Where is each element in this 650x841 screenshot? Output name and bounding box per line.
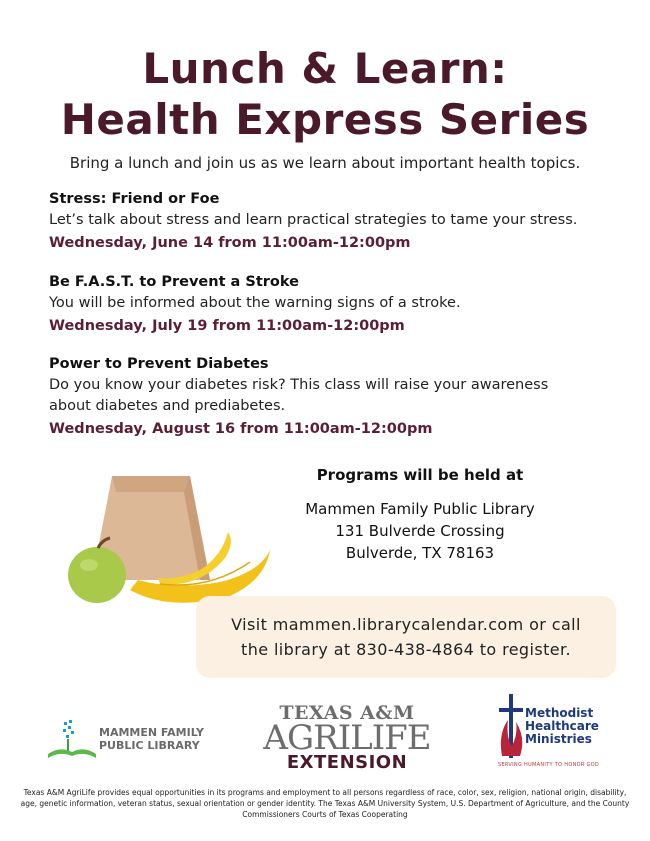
venue-name: Mammen Family Public Library	[305, 500, 535, 518]
methodist-logo-line-1: Methodist	[525, 706, 594, 720]
book-tree-icon	[46, 718, 98, 760]
session-date: Wednesday, August 16 from 11:00am-12:00pm	[49, 421, 433, 437]
mammen-logo-line-2: PUBLIC LIBRARY	[99, 739, 200, 752]
session-stress	[49, 189, 619, 255]
venue-street: 131 Bulverde Crossing	[335, 522, 505, 540]
methodist-tagline: SERVING HUMANITY TO HONOR GOD	[498, 762, 600, 768]
venue-heading: Programs will be held at	[316, 466, 524, 484]
session-heading: Power to Prevent Diabetes	[49, 356, 269, 372]
session-stroke	[49, 272, 619, 338]
session-heading: Be F.A.S.T. to Prevent a Stroke	[49, 274, 299, 290]
title-line-2: Health Express Series	[60, 95, 590, 144]
footer-disclaimer: Texas A&M AgriLife provides equal opportunities in its programs and employment to all persons regardless of race, color, sex, religion, national origin, disability, age, genetic information, veteran status, sexual orientation or gender identity. The Texas A&M University System, U.S. Department of Agriculture, and the County Commissioners Courts of Texas Cooperating	[20, 788, 630, 819]
session-description-cont: about diabetes and prediabetes.	[49, 398, 286, 414]
register-callout	[196, 596, 616, 678]
methodist-healthcare-logo	[496, 690, 616, 774]
venue-city: Bulverde, TX 78163	[345, 544, 495, 562]
session-description: Let’s talk about stress and learn practical strategies to tame your stress.	[49, 212, 578, 228]
title-line-1: Lunch & Learn:	[142, 44, 508, 93]
agrilife-logo-line-3: EXTENSION	[286, 752, 408, 773]
venue-block	[280, 466, 560, 564]
cross-flame-icon	[496, 690, 526, 762]
lunch-bag-illustration	[60, 462, 280, 610]
agrilife-logo-line-2: AGRILIFE	[263, 718, 431, 758]
session-description: Do you know your diabetes risk? This class will raise your awareness	[49, 377, 549, 393]
cta-line-2: the library at 830-438-4864 to register.	[241, 640, 571, 659]
session-date: Wednesday, July 19 from 11:00am-12:00pm	[49, 318, 405, 334]
methodist-logo-line-2: Healthcare	[525, 719, 599, 733]
mammen-logo-line-1: MAMMEN FAMILY	[99, 726, 204, 739]
cta-line-1: Visit mammen.librarycalendar.com or call	[231, 615, 581, 634]
session-diabetes	[49, 354, 619, 441]
session-date: Wednesday, June 14 from 11:00am-12:00pm	[49, 235, 411, 251]
session-heading: Stress: Friend or Foe	[49, 191, 220, 207]
agrilife-extension-logo	[252, 698, 442, 776]
agrilife-logo-line-1: TEXAS A&M	[279, 702, 415, 724]
session-description: You will be informed about the warning signs of a stroke.	[49, 295, 461, 311]
intro-text: Bring a lunch and join us as we learn about important health topics.	[69, 154, 581, 172]
apple	[68, 547, 126, 603]
methodist-logo-line-3: Ministries	[525, 732, 592, 746]
mammen-library-logo	[44, 716, 219, 760]
